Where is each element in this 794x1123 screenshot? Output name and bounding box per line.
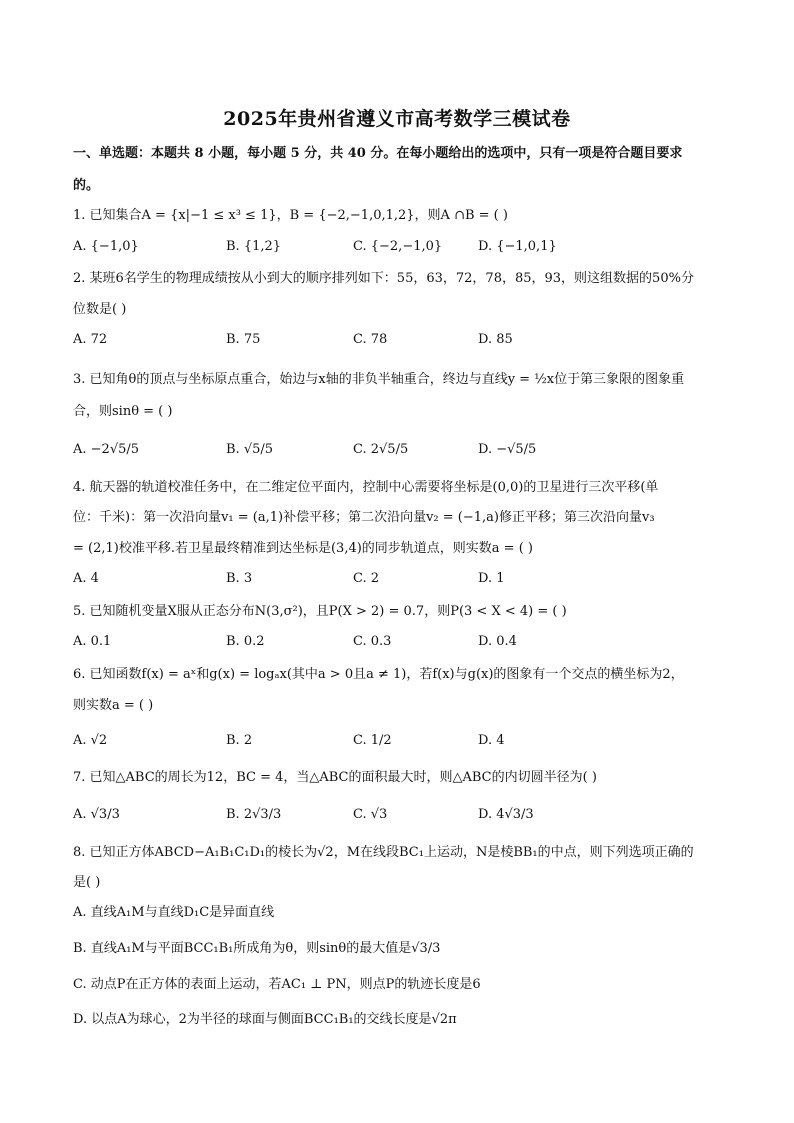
option-b[interactable]: B. 2 [226,733,253,748]
question-8-choice-c[interactable]: C. 动点P在正方体的表面上运动，若AC₁ ⊥ PN，则点P的轨迹长度是6 [73,977,481,992]
question-2-stem-cont: 位数是( ) [73,302,127,317]
option-d[interactable]: D. 1 [478,571,505,586]
question-5-options [73,634,733,652]
question-8-choice-a[interactable]: A. 直线A₁M与直线D₁C是异面直线 [73,905,275,920]
question-2-stem: 2. 某班6名学生的物理成绩按从小到大的顺序排列如下：55，63，72，78，85，93，则这组数据的50%分 [73,271,694,286]
question-3-stem: 3. 已知角θ的顶点与坐标原点重合，始边与x轴的非负半轴重合，终边与直线y = ½x位于第三象限的图象重 [73,372,685,387]
option-a[interactable]: A. √2 [73,733,108,748]
question-7-options [73,807,733,825]
question-4-stem: 4. 航天器的轨道校准任务中，在二维定位平面内，控制中心需要将坐标是(0,0)的卫星进行三次平移(单 [73,480,659,495]
question-6-options [73,733,733,751]
section-heading [73,145,682,163]
question-4-stem-cont: 位：千米)：第一次沿向量v₁ = (a,1)补偿平移；第二次沿向量v₂ = (−1,a)修正平移；第三次沿向量v₃ [73,510,655,525]
option-a[interactable]: A. −2√5/5 [73,442,140,457]
option-b[interactable]: B. √5/5 [226,442,274,457]
option-d[interactable]: D. {−1,0,1} [478,239,557,254]
question-8-stem: 8. 已知正方体ABCD−A₁B₁C₁D₁的棱长为√2，M在线段BC₁上运动，N是棱BB₁的中点，则下列选项正确的 [73,845,694,860]
question-3-options [73,442,733,460]
page-title: 2025年贵州省遵义市高考数学三模试卷 [223,108,571,130]
question-8-choice-d[interactable]: D. 以点A为球心，2为半径的球面与侧面BCC₁B₁的交线长度是√2π [73,1012,457,1027]
option-c[interactable]: C. 78 [353,332,388,347]
option-d[interactable]: D. 0.4 [478,634,517,649]
question-6-stem: 6. 已知函数f(x) = aˣ和g(x) = logₐx(其中a > 0且a ≠ 1)，若f(x)与g(x)的图象有一个交点的横坐标为2， [73,667,684,682]
option-b[interactable]: B. 0.2 [226,634,265,649]
option-c[interactable]: C. {−2,−1,0} [353,239,443,254]
option-c[interactable]: C. 2√5/5 [353,442,409,457]
option-d[interactable]: D. 85 [478,332,513,347]
option-c[interactable]: C. 1/2 [353,733,392,748]
option-a[interactable]: A. 4 [73,571,99,586]
option-c[interactable]: C. √3 [353,807,388,822]
question-4-stem-cont2: = (2,1)校准平移.若卫星最终精准到达坐标是(3,4)的同步轨道点，则实数a = ( ) [73,541,533,556]
question-6-stem-cont: 则实数a = ( ) [73,698,154,713]
option-d[interactable]: D. 4 [478,733,505,748]
option-c[interactable]: C. 0.3 [353,634,392,649]
question-2-options [73,332,733,350]
option-b[interactable]: B. 2√3/3 [226,807,282,822]
section-heading-cont [73,177,99,195]
option-b[interactable]: B. {1,2} [226,239,282,254]
option-b[interactable]: B. 75 [226,332,261,347]
section-heading-line2: 的。 [73,178,100,193]
option-b[interactable]: B. 3 [226,571,253,586]
question-8-choice-b[interactable]: B. 直线A₁M与平面BCC₁B₁所成角为θ，则sinθ的最大值是√3/3 [73,941,441,956]
section-heading-line1: 一、单选题：本题共 8 小题，每小题 5 分，共 40 分。在每小题给出的选项中，只有一项是符合题目要求 [73,146,683,161]
question-7-stem: 7. 已知△ABC的周长为12，BC = 4，当△ABC的面积最大时，则△ABC的内切圆半径为( ) [73,770,597,785]
question-1-stem: 1. 已知集合A = {x|−1 ≤ x³ ≤ 1}，B = {−2,−1,0,1,2}，则A ∩B = ( ) [73,208,508,223]
question-1-options [73,239,733,257]
option-c[interactable]: C. 2 [353,571,380,586]
option-a[interactable]: A. 0.1 [73,634,112,649]
option-a[interactable]: A. {−1,0} [73,239,139,254]
question-4-options [73,571,733,589]
option-d[interactable]: D. 4√3/3 [478,807,534,822]
question-3-stem-cont: 合，则sinθ = ( ) [73,404,173,419]
question-5-stem: 5. 已知随机变量X服从正态分布N(3,σ²)，且P(X > 2) = 0.7，则P(3 < X < 4) = ( ) [73,604,567,619]
option-a[interactable]: A. 72 [73,332,108,347]
option-a[interactable]: A. √3/3 [73,807,120,822]
question-8-stem-cont: 是( ) [73,875,101,890]
option-d[interactable]: D. −√5/5 [478,442,537,457]
